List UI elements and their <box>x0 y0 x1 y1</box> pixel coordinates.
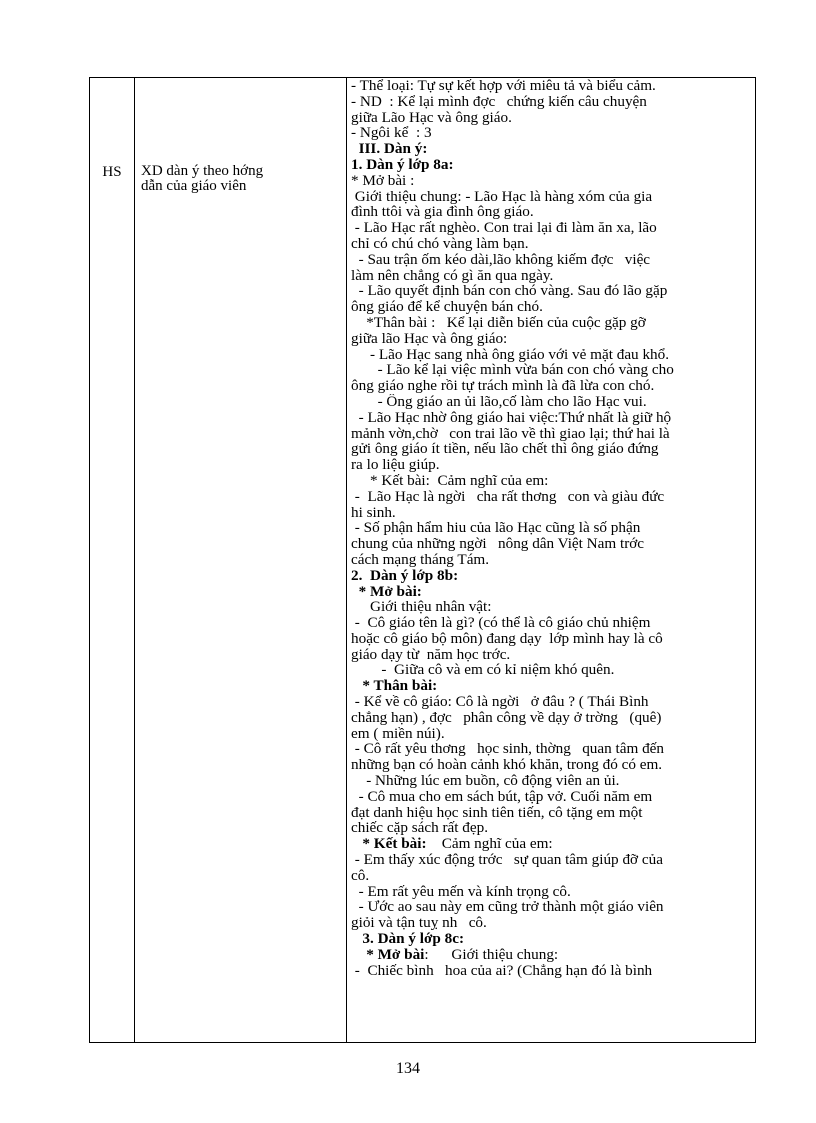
outline-line: - Lão Hạc rất nghèo. Con trai lại đi làm ăn xa, lão <box>351 220 657 236</box>
outline-content <box>351 78 751 978</box>
outline-line: - Lão Hạc sang nhà ông giáo với vẻ mặt đau khổ. <box>351 346 670 363</box>
outline-line: giữa lão Hạc và ông giáo: <box>351 330 508 347</box>
outline-line: - ND : Kể lại mình đợc chứng kiến câu chuyện <box>351 93 647 110</box>
outline-line: những bạn có hoàn cảnh khó khăn, trong đó có em. <box>351 757 663 774</box>
outline-line: chung của những ngời nông dân Việt Nam trớc <box>351 536 645 552</box>
outline-line: * Mở bài: Giới thiệu chung: <box>366 946 559 963</box>
outline-line: Giới thiệu chung: - Lão Hạc là hàng xóm của gia <box>351 188 653 205</box>
outline-line: - Những lúc em buồn, cô động viên an ủi. <box>351 773 620 789</box>
outline-line: - Thể loại: Tự sự kết hợp với miêu tả và biểu cảm. <box>351 78 656 94</box>
outline-line: * Kết bài: Cảm nghĩ của em: <box>362 836 553 853</box>
outline-line: - Ước ao sau này em cũng trở thành một giáo viên <box>351 899 664 916</box>
outline-line: đạt danh hiệu học sinh tiên tiến, cô tặng em một <box>351 804 643 821</box>
outline-line: - Em thấy xúc động trớc sự quan tâm giúp đỡ của <box>351 852 663 868</box>
outline-line: giáo dạy từ năm học trớc. <box>351 646 511 663</box>
outline-line: - Kể về cô giáo: Cô là ngời ở đâu ? ( Thái Bình <box>351 694 649 710</box>
outline-line: - Ông giáo an ủi lão,cố làm cho lão Hạc vui. <box>351 393 647 410</box>
outline-line: - Lão quyết định bán con chó vàng. Sau đó lão gặp <box>351 283 668 300</box>
outline-line: - Ngôi kể : 3 <box>351 125 432 142</box>
outline-line: - Số phận hẩm hiu của lão Hạc cũng là số phận <box>351 520 641 537</box>
outline-line: ông giáo để kể chuyện bán chó. <box>351 299 543 315</box>
activity-cell <box>135 78 347 1043</box>
outline-line: hoặc cô giáo bộ môn) đang dạy lớp mình hay là cô <box>351 630 663 647</box>
outline-line: giỏi và tận tuỵ nh cô. <box>351 915 487 932</box>
outline-line: gửi ông giáo ít tiền, nếu lão chết thì ông giáo đứng <box>351 441 659 458</box>
activity-line: dẫn của giáo viên <box>141 178 247 194</box>
outline-line: chiếc cặp sách rất đẹp. <box>351 820 489 837</box>
outline-line: mảnh vờn,chờ con trai lão về thì giao lại; thứ hai là <box>351 425 670 442</box>
activity-text <box>141 164 346 194</box>
outline-line: ông giáo nghe rồi tự trách mình là đã lừa con chó. <box>351 378 655 394</box>
outline-line: 2. Dàn ý lớp 8b: <box>351 567 459 584</box>
outline-line: em ( miền núi). <box>351 725 445 742</box>
outline-line: - Giữa cô và em có kỉ niệm khó quên. <box>351 662 615 679</box>
content-cell <box>347 78 756 1043</box>
outline-line: Giới thiệu nhân vật: <box>351 599 492 616</box>
outline-line: chẳng hạn) , đợc phân công về dạy ở trờng (quê) <box>351 709 662 726</box>
outline-line: *Thân bài : Kể lại diễn biến của cuộc gặp gỡ <box>351 314 646 331</box>
outline-line: * Thân bài: <box>351 678 438 695</box>
outline-line: * Kết bài: Cảm nghĩ của em: <box>351 472 549 489</box>
outline-line: * Mở bài : <box>351 172 415 189</box>
outline-line: * Mở bài: <box>351 583 422 600</box>
outline-line: 1. Dàn ý lớp 8a: <box>351 156 454 173</box>
performer-label: HS <box>102 164 122 180</box>
outline-line: cách mạng tháng Tám. <box>351 551 490 568</box>
outline-line: - Sau trận ốm kéo dài,lão không kiếm đợc việc <box>351 251 651 268</box>
page-number: 134 <box>396 1060 420 1077</box>
outline-line: - Cô rất yêu thơng học sinh, thờng quan tâm đến <box>351 741 665 758</box>
outline-line: - Lão Hạc nhờ ông giáo hai việc:Thứ nhất là giữ hộ <box>351 409 672 426</box>
outline-line: 3. Dàn ý lớp 8c: <box>351 931 465 947</box>
outline-line: làm nên chẳng có gì ăn qua ngày. <box>351 267 554 284</box>
outline-line: - Chiếc bình hoa của ai? (Chẳng hạn đó là bình <box>351 962 653 979</box>
outline-line: III. Dàn ý: <box>351 141 428 157</box>
outline-line: chỉ có chú chó vàng làm bạn. <box>351 235 529 252</box>
lesson-table <box>89 77 756 1043</box>
outline-line: cô. <box>351 867 370 884</box>
outline-line: - Cô mua cho em sách bút, tập vở. Cuối năm em <box>351 788 653 805</box>
performer-cell <box>90 78 135 1043</box>
activity-line: XD dàn ý theo hớng <box>141 163 264 179</box>
outline-line: ra lo liệu giúp. <box>351 457 440 473</box>
outline-line: giữa Lão Hạc và ông giáo. <box>351 109 512 126</box>
outline-line: - Lão Hạc là ngời cha rất thơng con và giàu đức <box>351 488 665 505</box>
outline-line: đình ttôi và gia đình ông giáo. <box>351 204 534 221</box>
outline-line: - Lão kể lại việc mình vừa bán con chó vàng cho <box>351 362 674 379</box>
outline-line: - Em rất yêu mến và kính trọng cô. <box>351 883 571 900</box>
table-row <box>90 78 756 1043</box>
outline-line: - Cô giáo tên là gì? (có thể là cô giáo chủ nhiệm <box>351 615 651 631</box>
outline-line: hi sinh. <box>351 504 396 521</box>
